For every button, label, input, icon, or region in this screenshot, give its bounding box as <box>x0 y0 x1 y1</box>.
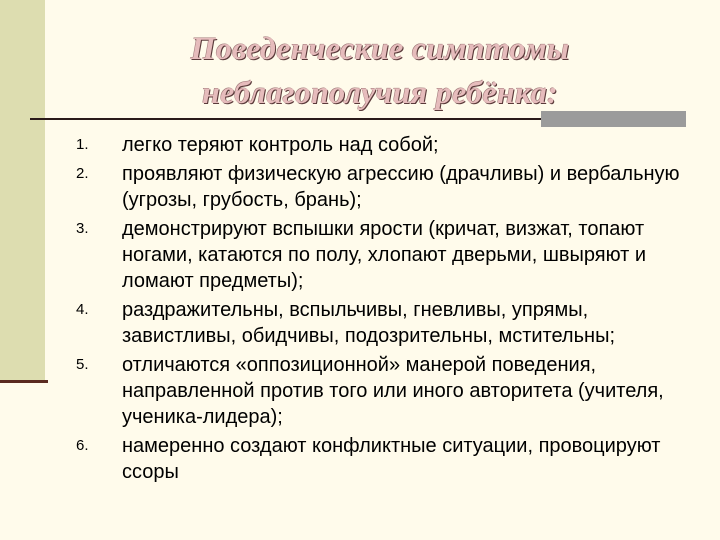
list-item <box>76 352 696 430</box>
item-number: 1. <box>76 136 89 153</box>
list-item <box>76 132 696 158</box>
item-text: легко теряют контроль над собой; <box>122 134 439 156</box>
item-number: 2. <box>76 165 89 182</box>
slide-title <box>120 26 640 114</box>
item-text: намеренно создают конфликтные ситуации, провоцируют ссоры <box>122 435 661 483</box>
item-number: 4. <box>76 301 89 318</box>
item-text: демонстрируют вспышки ярости (кричат, визжат, топают ногами, катаются по полу, хлопают дверьми, швыряют и ломают предметы); <box>122 218 647 292</box>
title-line-1: Поведенческие симптомы <box>190 30 570 66</box>
item-number: 5. <box>76 356 89 373</box>
symptoms-list <box>76 132 696 488</box>
left-band-underline <box>0 380 48 383</box>
item-number: 3. <box>76 220 89 237</box>
title-divider <box>30 118 543 120</box>
title-line-2: неблагополучия ребёнка: <box>202 74 558 110</box>
item-text: отличаются «оппозиционной» манерой поведения, направленной против того или иного авторитета (учителя, ученика-лидера); <box>122 354 664 428</box>
list-item <box>76 216 696 294</box>
left-decorative-band <box>0 0 45 382</box>
item-text: проявляют физическую агрессию (драчливы) и вербальную (угрозы, грубость, брань); <box>122 163 680 211</box>
list-item <box>76 297 696 349</box>
item-text: раздражительны, вспыльчивы, гневливы, упрямы, завистливы, обидчивы, подозрительны, мстительны; <box>122 299 615 347</box>
list-item <box>76 161 696 213</box>
divider-accent-block <box>541 111 686 127</box>
item-number: 6. <box>76 437 89 454</box>
list-item <box>76 433 696 485</box>
